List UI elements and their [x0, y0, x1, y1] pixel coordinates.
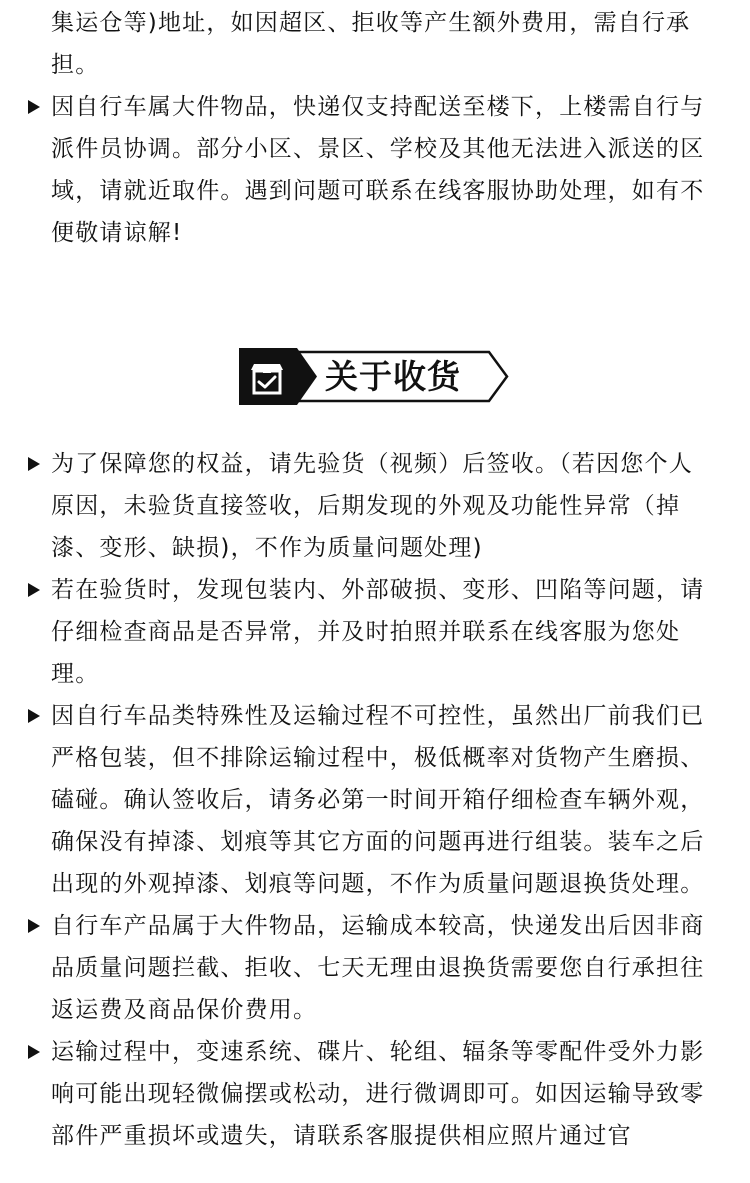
triangle-bullet-icon — [28, 100, 40, 114]
list-item — [0, 1031, 750, 1157]
list-item — [0, 443, 750, 569]
list-item — [0, 905, 750, 1031]
shipping-notes-list — [0, 2, 750, 254]
list-item-text: 若在验货时，发现包装内、外部破损、变形、凹陷等问题，请仔细检查商品是否异常，并及时拍照并联系在线客服为您处理。 — [51, 577, 705, 687]
list-item-text: 为了保障您的权益，请先验货（视频）后签收。（若因您个人原因，未验货直接签收，后期发现的外观及功能性异常（掉漆、变形、缺损)，不作为质量问题处理) — [51, 451, 693, 561]
triangle-bullet-icon — [28, 583, 40, 597]
section-title: 关于收货 — [325, 357, 461, 396]
list-item-text: 集运仓等)地址，如因超区、拒收等产生额外费用，需自行承担。 — [51, 10, 691, 78]
section-header-receipt — [239, 348, 511, 405]
triangle-bullet-icon — [28, 1045, 40, 1059]
list-item-text: 自行车产品属于大件物品，运输成本较高，快递发出后因非商品质量问题拦截、拒收、七天无理由退换货需要您自行承担往返运费及商品保价费用。 — [51, 913, 705, 1023]
list-item — [0, 695, 750, 905]
list-item-text: 运输过程中，变速系统、碟片、轮组、辐条等零配件受外力影响可能出现轻微偏摆或松动，进行微调即可。如因运输导致零部件严重损坏或遗失，请联系客服提供相应照片通过官 — [51, 1039, 705, 1149]
list-item-text: 因自行车属大件物品，快递仅支持配送至楼下，上楼需自行与派件员协调。部分小区、景区、学校及其他无法进入派送的区域，请就近取件。遇到问题可联系在线客服协助处理，如有不便敬请谅解! — [51, 94, 705, 246]
triangle-bullet-icon — [28, 919, 40, 933]
list-item-text: 因自行车品类特殊性及运输过程不可控性，虽然出厂前我们已严格包装，但不排除运输过程中，极低概率对货物产生磨损、磕碰。确认签收后，请务必第一时间开箱仔细检查车辆外观，确保没有掉漆、划痕等其它方面的问题再进行组装。装车之后出现的外观掉漆、划痕等问题，不作为质量问题退换货处理。 — [51, 703, 705, 897]
receipt-notes-list — [0, 443, 750, 1157]
list-item — [0, 2, 750, 86]
list-item — [0, 569, 750, 695]
list-item — [0, 86, 750, 254]
triangle-bullet-icon — [28, 457, 40, 471]
triangle-bullet-icon — [28, 709, 40, 723]
